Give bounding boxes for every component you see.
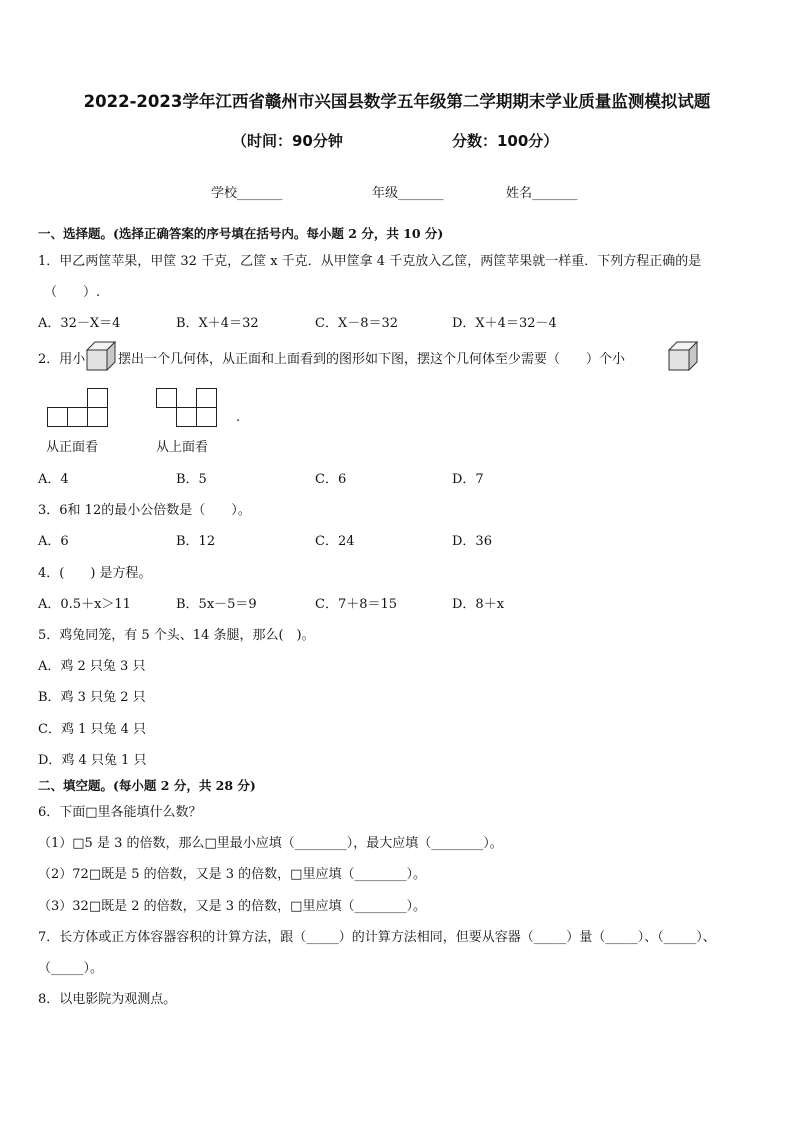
q6-sub3: （3）32□既是 2 的倍数，又是 3 的倍数，□里应填（________）。 — [38, 899, 426, 914]
exam-time: （时间：90分钟 — [232, 132, 343, 150]
q5-option-b: B．鸡 3 只兔 2 只 — [38, 690, 146, 705]
q3-option-c: C．24 — [315, 534, 355, 549]
q7-text-line1: 7．长方体或正方体容器容积的计算方法，跟（_____）的计算方法相同，但要从容器（_____）量（_____）、（_____）、 — [38, 930, 716, 945]
q6-sub2: （2）72□既是 5 的倍数，又是 3 的倍数，□里应填（________）。 — [38, 867, 426, 882]
q4-text: 4．( ) 是方程。 — [38, 566, 152, 581]
exam-score: 分数：100分） — [452, 132, 559, 150]
school-field: 学校_______ — [211, 186, 283, 201]
grade-field: 年级_______ — [372, 186, 444, 201]
section2-heading: 二、填空题。(每小题 2 分，共 28 分) — [38, 778, 256, 793]
cube-icon — [86, 341, 116, 371]
q7-text-line2: （_____）。 — [38, 961, 104, 976]
q3-option-b: B．12 — [176, 534, 216, 549]
q2-option-c: C．6 — [315, 472, 347, 487]
q1-option-a: A．32－X＝4 — [38, 316, 121, 331]
front-view-figure — [46, 386, 110, 428]
page-title: 2022-2023学年江西省赣州市兴国县数学五年级第二学期期末学业质量监测模拟试题 — [83, 92, 711, 111]
q4-option-b: B．5x－5＝9 — [176, 597, 257, 612]
q6-text: 6．下面□里各能填什么数？ — [38, 805, 202, 820]
q4-option-c: C．7＋8＝15 — [315, 597, 398, 612]
top-view-figure — [155, 386, 219, 428]
q3-option-d: D．36 — [452, 534, 492, 549]
front-view-label: 从正面看 — [46, 440, 99, 455]
name-field: 姓名_______ — [506, 186, 578, 201]
q2-option-d: D．7 — [452, 472, 484, 487]
q8-text: 8．以电影院为观测点。 — [38, 992, 177, 1007]
q1-option-c: C．X－8＝32 — [315, 316, 399, 331]
q2-text-prefix: 2．用小 — [38, 352, 86, 367]
q2-option-a: A．4 — [38, 472, 69, 487]
section1-heading: 一、选择题。(选择正确答案的序号填在括号内。每小题 2 分，共 10 分) — [38, 226, 444, 241]
q1-text-line2: （ ）. — [44, 285, 101, 300]
q4-option-a: A．0.5＋x＞11 — [38, 597, 131, 612]
q3-text: 3．6和 12的最小公倍数是（ ）。 — [38, 503, 251, 518]
q5-option-a: A．鸡 2 只兔 3 只 — [38, 659, 146, 674]
q2-text-middle: 摆出一个几何体，从正面和上面看到的图形如下图，摆这个几何体至少需要（ ）个小 — [118, 352, 626, 367]
cube-icon — [668, 341, 698, 371]
q1-option-d: D．X＋4＝32－4 — [452, 316, 557, 331]
q6-sub1: （1）□5 是 3 的倍数，那么□里最小应填（________），最大应填（________）。 — [38, 836, 503, 851]
q4-option-d: D．8＋x — [452, 597, 505, 612]
q2-dot: . — [236, 410, 241, 425]
q5-text: 5．鸡兔同笼，有 5 个头、14 条腿，那么( )。 — [38, 628, 315, 643]
q1-text-line1: 1．甲乙两筐苹果，甲筐 32 千克，乙筐 x 千克．从甲筐拿 4 千克放入乙筐，两筐苹果就一样重．下列方程正确的是 — [38, 254, 702, 269]
q3-option-a: A．6 — [38, 534, 69, 549]
q5-option-c: C．鸡 1 只兔 4 只 — [38, 722, 147, 737]
q2-option-b: B．5 — [176, 472, 207, 487]
top-view-label: 从上面看 — [156, 440, 209, 455]
q5-option-d: D．鸡 4 只兔 1 只 — [38, 753, 147, 768]
q1-option-b: B．X＋4＝32 — [176, 316, 259, 331]
